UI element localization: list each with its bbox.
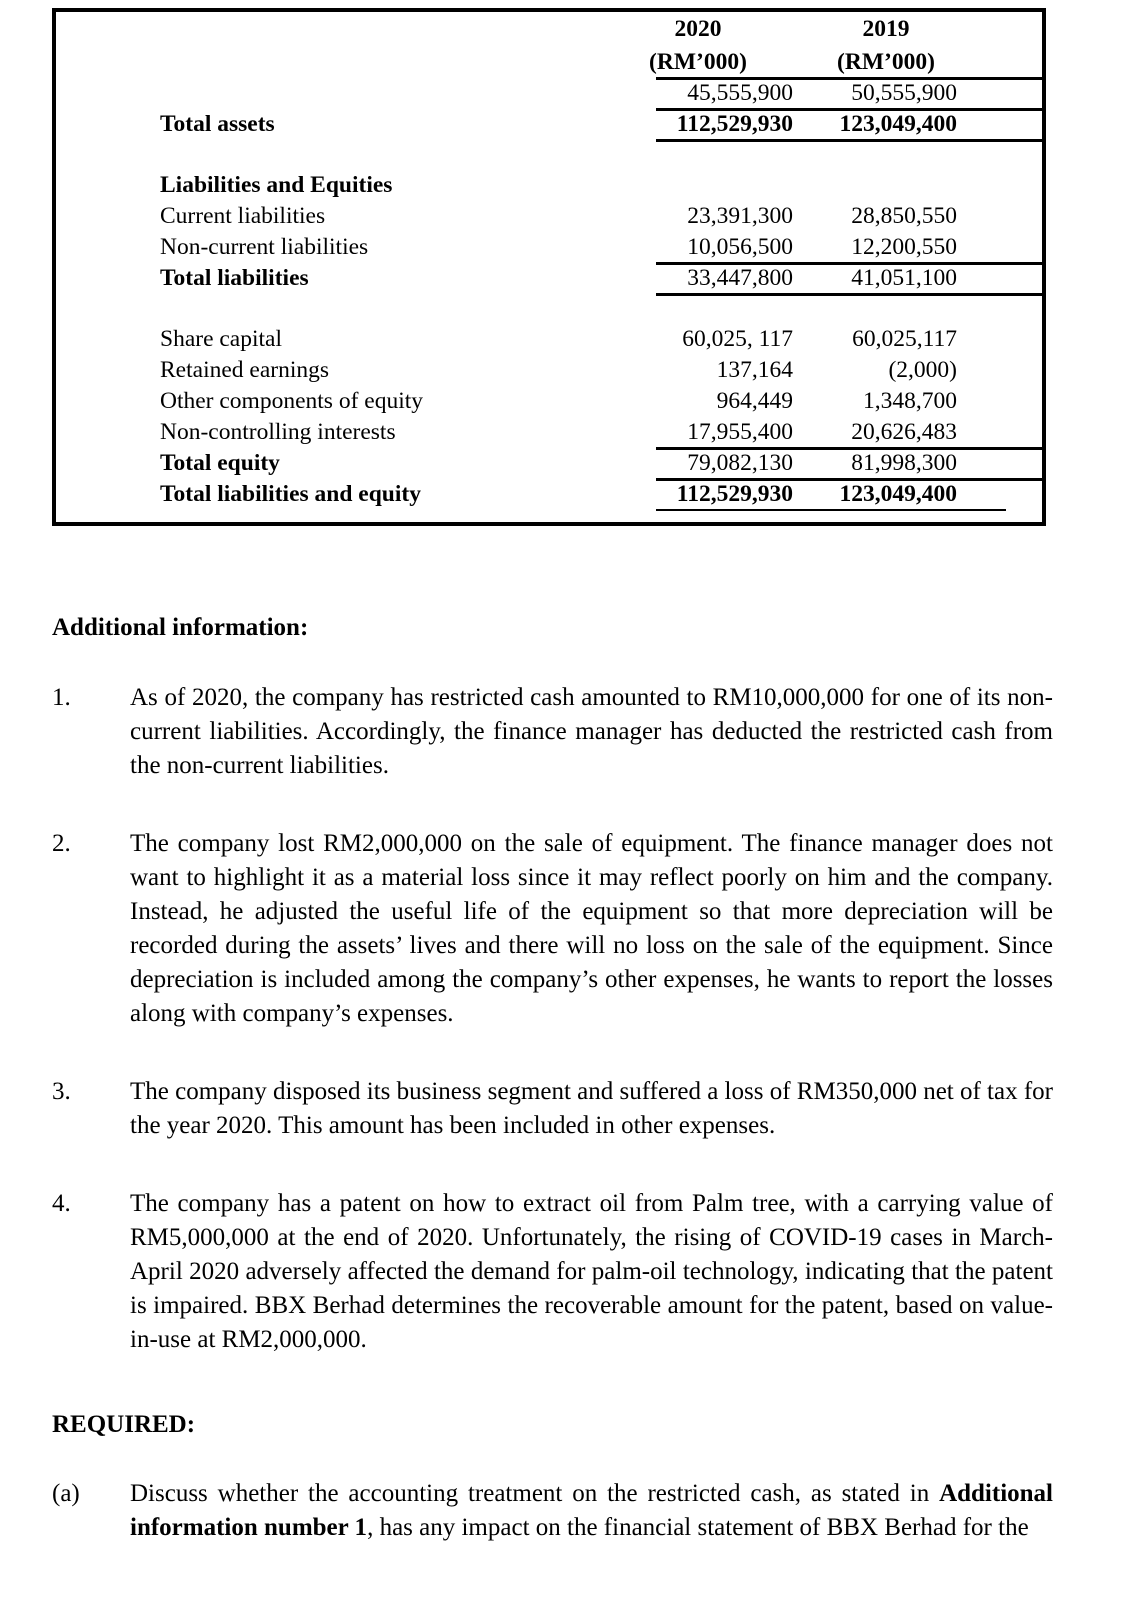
- spacer: [0, 1143, 1125, 1187]
- row-value-2019: 60,025,117: [852, 326, 957, 353]
- row-value-2019: 81,998,300: [851, 450, 957, 477]
- required-item-a-text-after: , has any impact on the financial statement of BBX Berhad for the: [367, 1514, 1029, 1541]
- row-label: Total liabilities and equity: [160, 481, 421, 508]
- row-label: Total equity: [160, 450, 280, 477]
- additional-information-heading: Additional information:: [52, 614, 309, 641]
- financial-statement-table: [56, 12, 1042, 509]
- table-row-total-assets: [56, 108, 1042, 139]
- additional-item-1: [0, 681, 1125, 783]
- document-body: [0, 612, 1125, 1545]
- row-label: Other components of equity: [160, 388, 424, 415]
- row-value-2019: 12,200,550: [851, 234, 957, 261]
- required-item-a-text-before: Discuss whether the accounting treatment on the restricted cash, as stated in: [130, 1480, 940, 1507]
- row-value-2020: 10,056,500: [687, 234, 793, 261]
- row-value-2020: 45,555,900: [687, 80, 793, 107]
- row-label: Total liabilities: [160, 265, 309, 292]
- required-item-a: [0, 1477, 1125, 1545]
- table-row-non-controlling-interests: [56, 416, 1042, 447]
- required-item-a-marker: (a): [52, 1480, 80, 1507]
- header-unit-2020: (RM’000): [649, 49, 747, 76]
- required-heading: REQUIRED:: [52, 1410, 196, 1438]
- spacer: [0, 783, 1125, 827]
- row-value-2019: 28,850,550: [851, 203, 957, 230]
- table-row-share-capital: [56, 323, 1042, 354]
- row-value-2020: 964,449: [716, 388, 793, 415]
- spacer: [0, 1441, 1125, 1477]
- table-row-total-equity: [56, 447, 1042, 478]
- additional-item-1-text: As of 2020, the company has restricted cash amounted to RM10,000,000 for one of its non-current liabilities. Accordingly, the finance manager has deducted the restricted cash from the non-current liabilities.: [130, 683, 1053, 779]
- spacer-row: [56, 139, 1042, 169]
- financial-statement-box: [52, 8, 1046, 526]
- header-unit-blank-cell: [56, 44, 603, 77]
- row-value-2019: 41,051,100: [851, 265, 957, 292]
- header-unit-2019: (RM’000): [837, 49, 935, 76]
- header-blank-cell: [56, 12, 603, 44]
- table-row: [56, 77, 1042, 108]
- additional-item-2-marker: 2.: [52, 829, 71, 857]
- row-value-2019: 50,555,900: [851, 80, 957, 107]
- row-value-2020: [603, 169, 815, 200]
- row-label: Liabilities and Equities: [160, 172, 393, 199]
- row-value-2019: (2,000): [888, 357, 957, 384]
- row-value-2020: 137,164: [716, 357, 793, 384]
- row-value-2019: 1,348,700: [863, 388, 957, 415]
- additional-item-3-text: The company disposed its business segment and suffered a loss of RM350,000 net of tax for the year 2020. This amount has been included in other expenses.: [130, 1077, 1053, 1139]
- row-value-2020: 79,082,130: [687, 450, 793, 477]
- row-value-2020: 112,529,930: [676, 481, 793, 508]
- row-label: Total assets: [160, 111, 275, 138]
- row-label: Retained earnings: [160, 357, 330, 384]
- additional-item-3-marker: 3.: [52, 1077, 71, 1105]
- row-value-2019: [815, 169, 1042, 200]
- row-label: Current liabilities: [160, 203, 326, 230]
- table-row-retained-earnings: [56, 354, 1042, 385]
- table-header-unit-row: [56, 44, 1042, 77]
- additional-item-1-marker: 1.: [52, 683, 71, 711]
- row-value-2019: 20,626,483: [851, 419, 957, 446]
- additional-item-3: [0, 1075, 1125, 1143]
- row-value-2019: 123,049,400: [839, 481, 957, 508]
- table-row-section-heading: [56, 169, 1042, 200]
- required-item-a-text-bold: Additional information number 1: [130, 1480, 1053, 1541]
- row-label: [56, 77, 603, 108]
- spacer: [0, 645, 1125, 681]
- header-year-2019: 2019: [862, 16, 910, 43]
- row-value-2020: 60,025, 117: [682, 326, 793, 353]
- table-row-current-liabilities: [56, 200, 1042, 231]
- table-header-year-row: [56, 12, 1042, 44]
- additional-item-2-text: The company lost RM2,000,000 on the sale of equipment. The finance manager does not want to highlight it as a material loss since it may reflect poorly on him and the company. Instead, he adjusted the useful life of the equipment so that more depreciation will be recorded during the assets’ lives and there will no loss on the sale of the equipment. Since depreciation is included among the company’s other expenses, he wants to report the losses along with company’s expenses.: [130, 829, 1053, 1027]
- row-value-2020: 17,955,400: [687, 419, 793, 446]
- additional-item-4-marker: 4.: [52, 1189, 71, 1217]
- additional-item-2: [0, 827, 1125, 1031]
- table-row-total-liabilities: [56, 262, 1042, 293]
- table-row-other-components-of-equity: [56, 385, 1042, 416]
- row-label: Share capital: [160, 326, 283, 353]
- header-year-2020: 2020: [674, 16, 722, 43]
- row-label: Non-controlling interests: [160, 419, 396, 446]
- spacer: [0, 1357, 1125, 1409]
- row-label: Non-current liabilities: [160, 234, 369, 261]
- additional-item-4-text: The company has a patent on how to extract oil from Palm tree, with a carrying value of RM5,000,000 at the end of 2020. Unfortunately, the rising of COVID-19 cases in March-April 2020 adversely affected the demand for palm-oil technology, indicating that the patent is impaired. BBX Berhad determines the recoverable amount for the patent, based on value-in-use at RM2,000,000.: [130, 1189, 1053, 1353]
- row-value-2020: 33,447,800: [687, 265, 793, 292]
- table-row-non-current-liabilities: [56, 231, 1042, 262]
- row-value-2020: 23,391,300: [687, 203, 793, 230]
- row-value-2019: 123,049,400: [839, 111, 957, 138]
- spacer: [0, 1031, 1125, 1075]
- table-row-total-liabilities-and-equity: [56, 478, 1042, 509]
- row-value-2020: 112,529,930: [676, 111, 793, 138]
- additional-item-4: [0, 1187, 1125, 1357]
- spacer-row: [56, 293, 1042, 323]
